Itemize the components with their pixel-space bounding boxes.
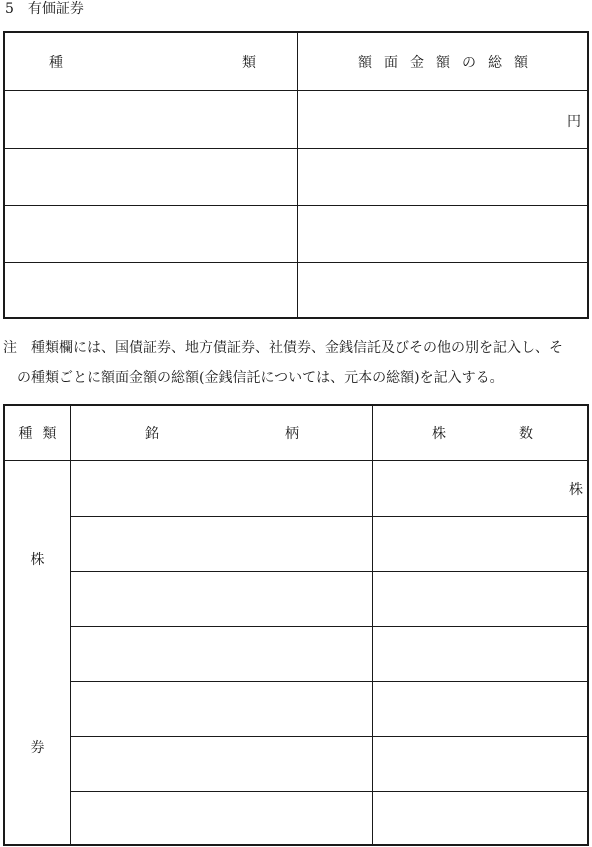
securities-amount-table (3, 31, 589, 319)
cell-kind-row3[interactable] (5, 206, 297, 262)
side-label-bottom: 券 (30, 740, 45, 756)
cell-kind-row2[interactable] (5, 149, 297, 205)
cell-amount-row3[interactable] (298, 206, 589, 262)
cell-amount-row1[interactable] (298, 91, 589, 148)
cell-shares-row4[interactable] (373, 627, 587, 681)
section-number: 5 (5, 1, 14, 17)
cell-shares-row2[interactable] (373, 517, 587, 571)
cell-shares-row7[interactable] (373, 792, 587, 844)
cell-kind-row1[interactable] (5, 91, 297, 148)
cell-brand-row4[interactable] (71, 627, 372, 681)
cell-amount-row2[interactable] (298, 149, 589, 205)
cell-shares-row1[interactable] (373, 461, 587, 516)
cell-brand-row6[interactable] (71, 737, 372, 791)
header-kind-right: 類 (242, 55, 256, 71)
cell-amount-row4[interactable] (298, 263, 589, 317)
header-brand-right: 柄 (285, 426, 299, 442)
header-kind-left: 種 (49, 55, 63, 71)
note-text (3, 333, 589, 393)
section-title-text: 有価証券 (27, 1, 84, 17)
header-face-value-total: 額面金額の総額 (358, 55, 540, 71)
cell-kind-row4[interactable] (5, 263, 297, 317)
cell-shares-row6[interactable] (373, 737, 587, 791)
unit-shares: 株 (569, 482, 583, 498)
header-kind: 種類 (18, 426, 67, 442)
header-shares-left: 株 (432, 426, 446, 442)
cell-brand-row3[interactable] (71, 572, 372, 626)
side-label-top: 株 (30, 552, 45, 568)
cell-brand-row1[interactable] (71, 461, 372, 516)
header-brand-left: 銘 (145, 426, 159, 442)
cell-brand-row7[interactable] (71, 792, 372, 844)
cell-brand-row5[interactable] (71, 682, 372, 736)
cell-shares-row3[interactable] (373, 572, 587, 626)
note-line-1: 注 種類欄には、国債証券、地方債証券、社債券、金銭信託及びその他の別を記入し、そ (3, 340, 563, 356)
cell-shares-row5[interactable] (373, 682, 587, 736)
section-title (5, 0, 84, 18)
unit-yen: 円 (567, 114, 581, 130)
header-shares-right: 数 (519, 426, 533, 442)
cell-brand-row2[interactable] (71, 517, 372, 571)
note-line-2: の種類ごとに額面金額の総額(金銭信託については、元本の総額)を記入する。 (17, 370, 504, 386)
stock-securities-table (3, 404, 589, 846)
